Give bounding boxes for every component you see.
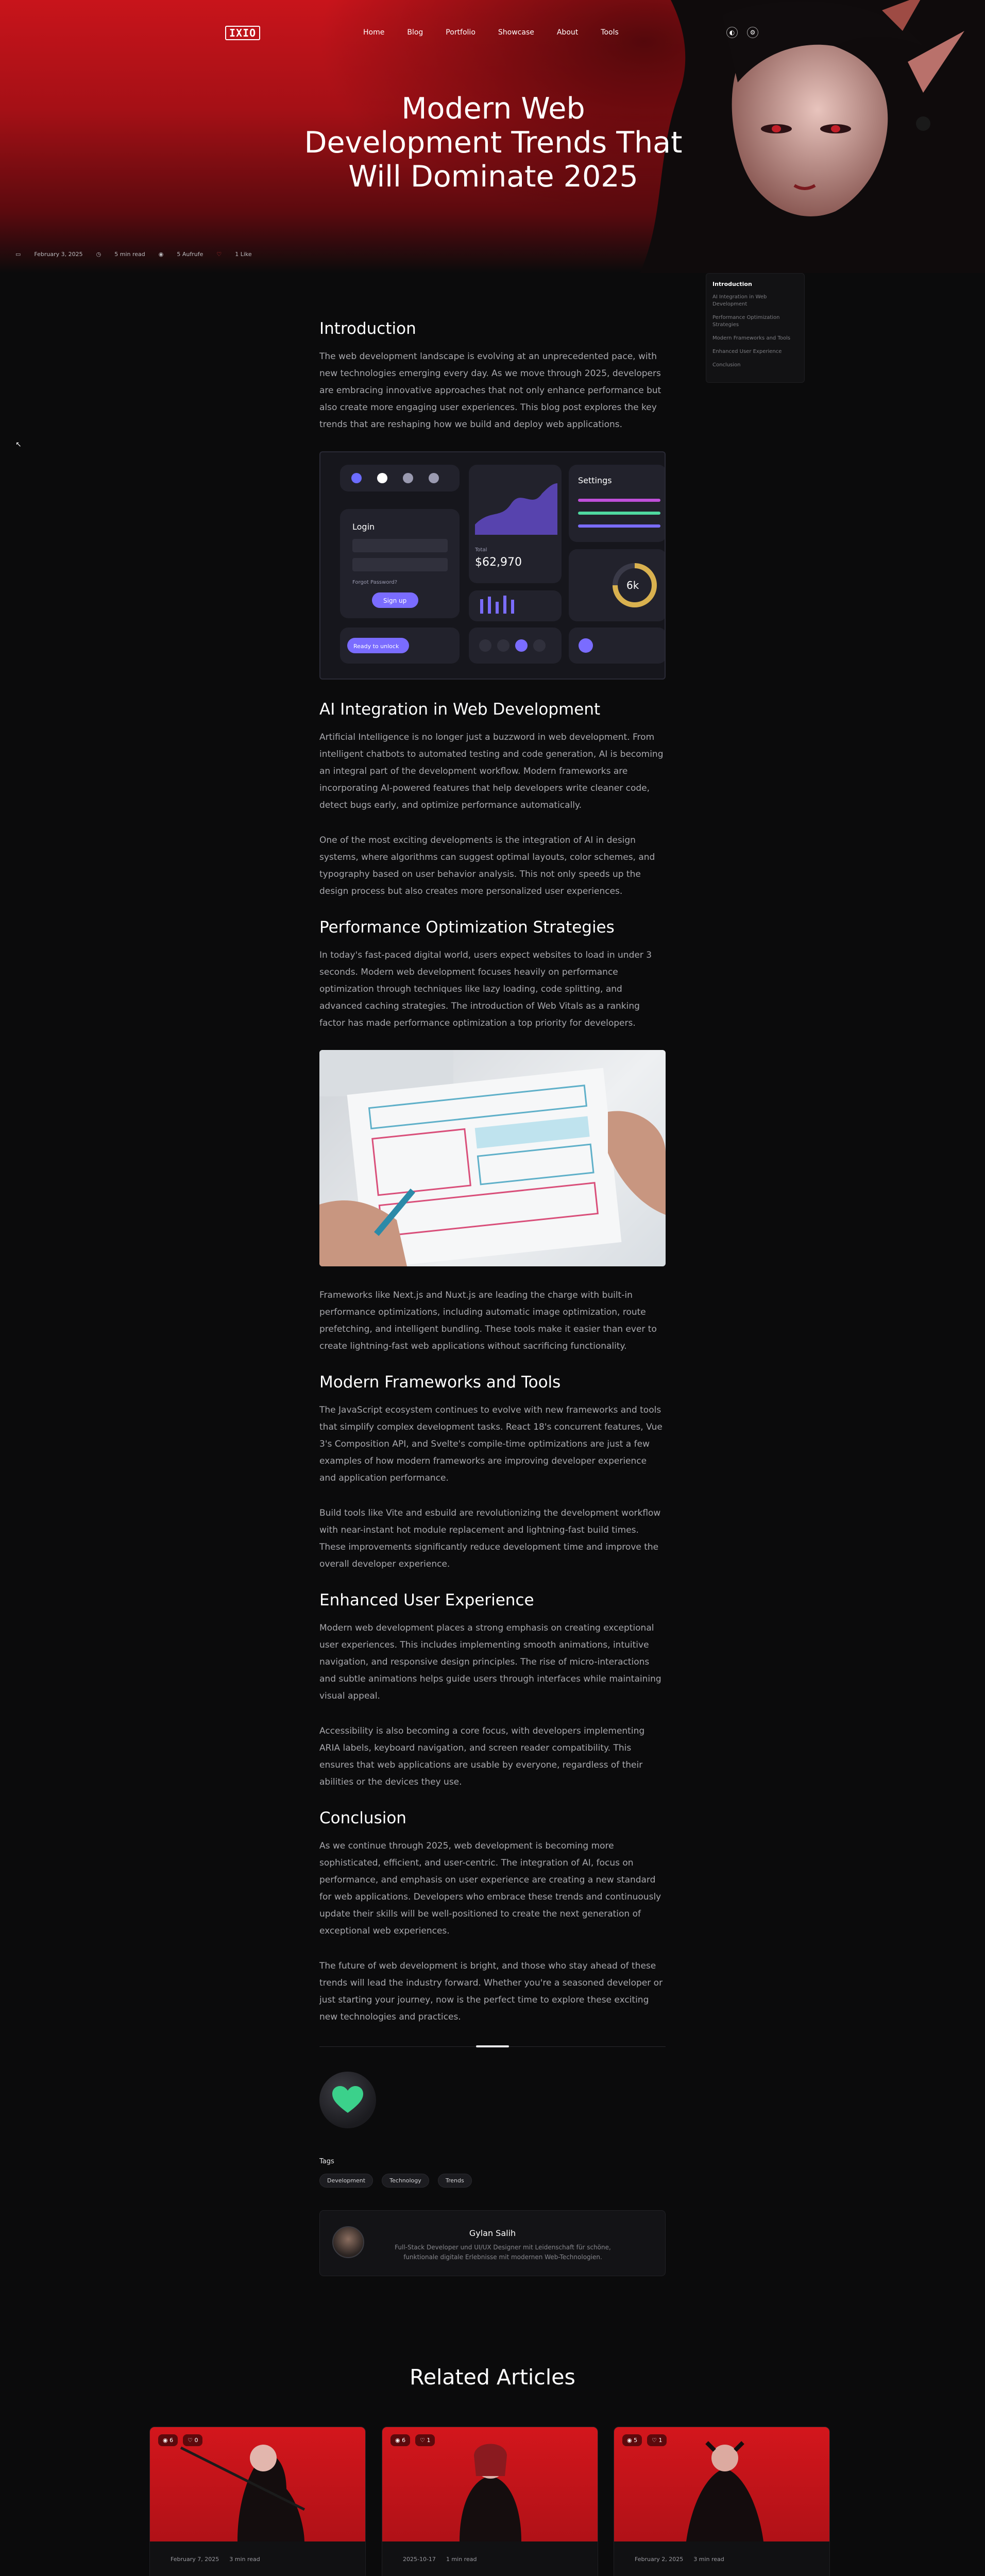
related-card[interactable] <box>149 2427 366 2576</box>
card-date: February 2, 2025 <box>635 2556 684 2563</box>
heading-conclusion: Conclusion <box>319 1809 406 1827</box>
nav-blog[interactable]: Blog <box>407 28 423 37</box>
hero-banner <box>0 0 985 273</box>
paragraph: Frameworks like Next.js and Nuxt.js are leading the charge with built-in performance optimizations, including automatic image optimization, route prefetching, and intelligent bundling. These tools make it easier than ever to create lightning-fast web applications without sacrificing functionality. <box>319 1290 657 1351</box>
ui-kit-graphic <box>320 452 666 680</box>
paragraph: The JavaScript ecosystem continues to evolve with new frameworks and tools that simplify complex development tasks. React 18's concurrent features, Vue 3's Composition API, and Svelte's compile-time optimizations are just a few examples of how modern frameworks are improving developer experience and application performance. <box>319 1405 663 1483</box>
author-bio: Full-Stack Developer und UI/UX Designer mit Leidenschaft für schöne, funktionale digitale Erlebnisse mit modernen Web-Technologien. <box>395 2244 611 2261</box>
fig-forgot-label: Forgot Password? <box>352 580 398 585</box>
paragraph: The web development landscape is evolving at an unprecedented pace, with new technologies emerging every day. As we move through 2025, developers are embracing innovative approaches that not only enhance performance but also create more engaging user experiences. This blog post explores the key trends that are reshaping how we build and deploy web applications. <box>319 351 661 430</box>
clock-icon: ◷ <box>96 251 101 258</box>
nav-about[interactable]: About <box>556 28 579 37</box>
eye-icon: ◉ <box>158 251 164 258</box>
author-card <box>319 2210 666 2276</box>
nav-home[interactable]: Home <box>363 28 385 37</box>
paragraph: In today's fast-paced digital world, users expect websites to load in under 3 seconds. Modern web development focuses heavily on performance optimization through techniques like lazy loading, code splitting, and advanced caching strategies. The introduction of Web Vitals as a ranking factor has made performance optimization a top priority for developers. <box>319 950 652 1028</box>
view-count: ◉ 6 <box>390 2434 410 2446</box>
mouse-cursor-icon: ↖ <box>15 440 22 449</box>
theme-toggle-icon[interactable]: ◐ <box>726 27 738 38</box>
paragraph: Artificial Intelligence is no longer just a buzzword in web development. From intelligent chatbots to automated testing and code generation, AI is becoming an integral part of the development workflow. Modern frameworks are incorporating AI-powered features that help developers write cleaner code, detect bugs early, and optimize performance automatically. <box>319 732 664 810</box>
fig-balance: $62,970 <box>475 556 522 569</box>
paragraph: As we continue through 2025, web development is becoming more sophisticated, efficient, and user-centric. The integration of AI, focus on performance, and emphasis on user experience are creating a new standard for web applications. Developers who embrace these trends and continuously update their skills will be well-positioned to create the next generation of exceptional web experiences. <box>319 1841 661 1936</box>
nav-icons <box>726 27 758 38</box>
heading-introduction: Introduction <box>319 319 416 338</box>
fig-signup-label: Sign up <box>383 597 407 604</box>
like-count: 1 Like <box>235 251 252 258</box>
language-icon[interactable]: ⚙ <box>747 27 758 38</box>
card-read-time: 3 min read <box>229 2556 260 2563</box>
view-count: ◉ 5 <box>622 2434 642 2446</box>
related-articles-heading: Related Articles <box>410 2365 575 2389</box>
top-navigation <box>0 26 985 41</box>
read-time: 5 min read <box>114 251 145 258</box>
card-read-time: 1 min read <box>446 2556 477 2563</box>
paragraph: The future of web development is bright, and those who stay ahead of these trends will lead the industry forward. Whether you're a seasoned developer or just starting your journey, now is the perfect time to explore these exciting new technologies and practices. <box>319 1961 663 2022</box>
tag-development[interactable]: Development <box>319 2174 373 2188</box>
tag-trends[interactable]: Trends <box>438 2174 472 2188</box>
card-date: 2025-10-17 <box>403 2556 436 2563</box>
nav-portfolio[interactable]: Portfolio <box>446 28 475 37</box>
dashboard-illustration <box>319 451 666 680</box>
page-title: Modern Web Development Trends That Will Dominate 2025 <box>304 92 683 194</box>
nav-showcase[interactable]: Showcase <box>498 28 534 37</box>
wireframe-photo <box>319 1050 666 1266</box>
tag-technology[interactable]: Technology <box>382 2174 429 2188</box>
card-date: February 7, 2025 <box>171 2556 219 2563</box>
post-meta <box>15 251 252 258</box>
related-card[interactable] <box>382 2427 598 2576</box>
fig-balance-label: Total <box>475 547 487 553</box>
heading-ai: AI Integration in Web Development <box>319 700 601 719</box>
card-image <box>150 2427 365 2541</box>
table-of-contents <box>706 273 805 383</box>
fig-pill-label: Ready to unlock <box>353 643 399 650</box>
card-read-time: 3 min read <box>693 2556 724 2563</box>
heading-ux: Enhanced User Experience <box>319 1591 534 1609</box>
related-card[interactable] <box>614 2427 830 2576</box>
card-image <box>614 2427 829 2541</box>
wireframe-sketch <box>319 1050 666 1266</box>
tags-label: Tags <box>319 2158 334 2165</box>
article-body <box>319 319 666 2276</box>
nav-links <box>363 28 641 37</box>
fig-settings-label: Settings <box>578 476 612 485</box>
heading-frameworks: Modern Frameworks and Tools <box>319 1373 561 1392</box>
toc-item-frameworks[interactable]: Modern Frameworks and Tools <box>712 335 791 341</box>
calendar-icon: ▭ <box>15 251 21 258</box>
view-count: ◉ 6 <box>158 2434 178 2446</box>
fig-login-label: Login <box>352 522 375 532</box>
tag-list <box>319 2174 666 2188</box>
like-count: ♡ 1 <box>415 2434 435 2446</box>
like-heart-button[interactable] <box>319 2072 376 2128</box>
paragraph: Build tools like Vite and esbuild are revolutionizing the development workflow with near-instant hot module replacement and lightning-fast build times. These improvements significantly reduce development time and improve the overall developer experience. <box>319 1508 661 1569</box>
site-logo[interactable]: IXIO <box>225 26 260 40</box>
heading-performance: Performance Optimization Strategies <box>319 918 615 937</box>
paragraph: Accessibility is also becoming a core focus, with developers implementing ARIA labels, keyboard navigation, and screen reader compatibility. This ensures that web applications are usable by everyone, regardless of their abilities or the devices they use. <box>319 1726 645 1787</box>
toc-item-introduction[interactable]: Introduction <box>712 281 752 287</box>
view-count: 5 Aufrufe <box>177 251 203 258</box>
card-image <box>382 2427 598 2541</box>
heart-icon <box>332 2086 363 2114</box>
toc-item-performance[interactable]: Performance Optimization Strategies <box>712 315 780 328</box>
fig-ring-value: 6k <box>626 579 639 591</box>
toc-item-conclusion[interactable]: Conclusion <box>712 362 741 368</box>
like-count: ♡ 1 <box>647 2434 667 2446</box>
nav-tools[interactable]: Tools <box>601 28 619 37</box>
paragraph: Modern web development places a strong emphasis on creating exceptional user experiences. This includes implementing smooth animations, intuitive navigation, and responsive design principles. The rise of micro-interactions and subtle animations helps guide users through interfaces while maintaining visual appeal. <box>319 1623 661 1701</box>
post-date: February 3, 2025 <box>34 251 83 258</box>
toc-item-ux[interactable]: Enhanced User Experience <box>712 349 782 354</box>
heart-icon[interactable]: ♡ <box>216 251 222 258</box>
toc-item-ai[interactable]: AI Integration in Web Development <box>712 294 767 307</box>
paragraph: One of the most exciting developments is the integration of AI in design systems, where algorithms can suggest optimal layouts, color schemes, and typography based on user behavior analysis. This not only speeds up the design process but also creates more personalized user experiences. <box>319 835 655 896</box>
like-count: ♡ 0 <box>183 2434 202 2446</box>
author-name[interactable]: Gylan Salih <box>469 2228 516 2238</box>
